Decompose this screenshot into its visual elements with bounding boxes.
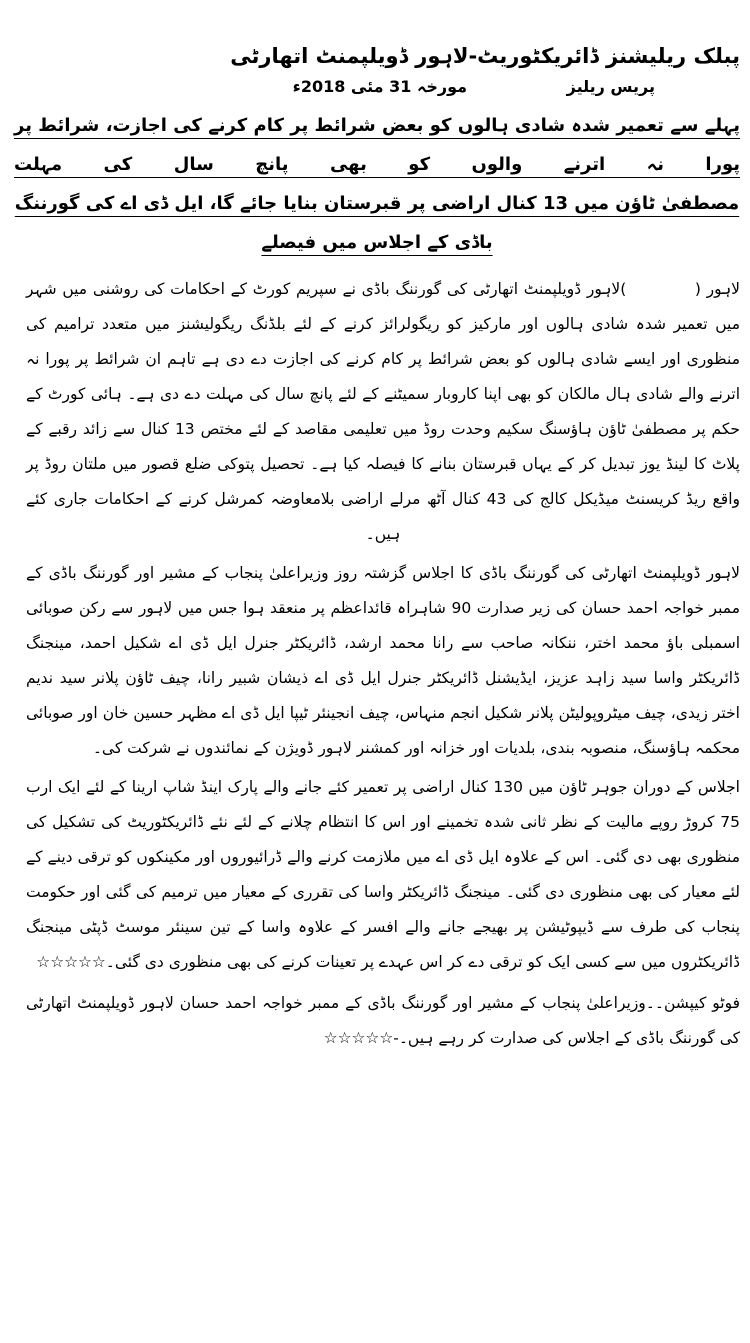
document-title: پبلک ریلیشنز ڈائریکٹوریٹ-لاہور ڈویلپمنٹ اتھارٹی <box>230 44 740 68</box>
body-paragraph-2: لاہور ڈویلپمنٹ اتھارٹی کی گورننگ باڈی کا اجلاس گزشتہ روز وزیراعلیٰ پنجاب کے مشیر اور گورننگ باڈی کے ممبر خواجہ احمد حسان کی زیر صدارت 90 شاہراہ قائداعظم پر منعقد ہوا جس میں لاہور سے رکن صوبائی اسمبلی باؤ محمد اختر، ننکانہ صاحب سے رانا محمد ارشد، ڈائریکٹر جنرل ایل ڈی اے شکیل احمد، مینجنگ ڈائریکٹر واسا سید زاہد عزیز، ایڈیشنل ڈائریکٹر جنرل ایل ڈی اے ذیشان شبیر رانا، چیف ٹاؤن پلانر سید ندیم اختر زیدی، چیف میٹروپولیٹن پلانر شکیل انجم منہاس، چیف انجینئر ٹیپا ایل ڈی اے مظہر حسین خان اور صوبائی محکمہ ہاؤسنگ، منصوبہ بندی، بلدیات اور خزانہ اور کمشنر لاہور ڈویژن کے نمائندوں نے شرکت کی۔ <box>26 564 741 757</box>
headline <box>0 104 750 268</box>
date-row <box>0 72 750 104</box>
body-paragraph-3: اجلاس کے دوران جوہر ٹاؤن میں 130 کنال اراضی پر تعمیر کئے جانے والے پارک اینڈ شاپ ارینا کے لئے ایک ارب 75 کروڑ روپے مالیت کے نظر ثانی شدہ تخمینے اور اس کا انتظام چلانے کے لئے نئے ڈائریکٹوریٹ کی تشکیل کی منظوری بھی دی گئی۔ اس کے علاوہ ایل ڈی اے میں ملازمت کرنے والے ڈرائیوروں اور مکینکوں کو ترقی دینے کے لئے معیار کی بھی منظوری دی گئی۔ مینجنگ ڈائریکٹر واسا کی تقرری کے معیار میں ترمیم کی گئی اور حکومت پنجاب کی طرف سے ڈیپوٹیشن پر بھیجے جانے والے افسر کے علاوہ واسا کے تین سینئر موسٹ ڈپٹی مینجنگ ڈائریکٹروں میں سے کسی ایک کو ترقی دے کر اس عہدے پر تعینات کرنے کی بھی منظوری دی گئی۔☆☆☆☆☆ <box>26 778 740 971</box>
photo-caption: فوٹو کیپشن۔۔وزیراعلیٰ پنجاب کے مشیر اور گورننگ باڈی کے ممبر خواجہ احمد حسان لاہور ڈویلپمنٹ اتھارٹی کی گورننگ باڈی کے اجلاس کی صدارت کر رہے ہیں۔-☆☆☆☆☆ <box>26 994 740 1047</box>
body-paragraph-1: لاہور ( )لاہور ڈویلپمنٹ اتھارٹی کی گورننگ باڈی نے سپریم کورٹ کے احکامات کی روشنی میں شہر میں تعمیر شدہ شادی ہالوں اور مارکیز کو ریگولرائز کرنے کے لئے بلڈنگ ریگولیشنز میں متعدد ترامیم کی منظوری اور ایسے شادی ہالوں کو بعض شرائط پر کام کرنے کی اجازت دے دی ہے تاہم ان شرائط پر پورا نہ اترنے والے شادی ہال مالکان کو بھی اپنا کاروبار سمیٹنے کے لئے پانچ سال کی مہلت دے دی ہے۔ ہائی کورٹ کے حکم پر مصطفیٰ ٹاؤن ہاؤسنگ سکیم وحدت روڈ میں تعلیمی مقاصد کے لئے مختص 13 کنال سے زائد رقبے کے پلاٹ کا لینڈ یوز تبدیل کر کے یہاں قبرستان بنانے کا فیصلہ کیا ہے۔ تحصیل پتوکی ضلع قصور میں ملتان روڈ پر واقع ریڈ کریسنٹ میڈیکل کالج کی 43 کنال آٹھ مرلے اراضی بلامعاوضہ کمرشل کرنے کے احکامات جاری کئے ہیں۔ <box>26 280 740 543</box>
headline-line-1: پہلے سے تعمیر شدہ شادی ہالوں کو بعض شرائط پر کام کرنے کی اجازت، شرائط پر پورا نہ اترنے والوں کو بھی پانچ سال کی مہلت <box>14 115 740 175</box>
headline-line-2: مصطفیٰ ٹاؤن میں 13 کنال اراضی پر قبرستان بنایا جائے گا، ایل ڈی اے کی گورننگ باڈی کے اجلاس میں فیصلے <box>14 193 740 253</box>
document-date: مورخہ 31 مئی 2018ء <box>292 77 467 96</box>
press-release-label: پریس ریلیز <box>566 77 655 96</box>
